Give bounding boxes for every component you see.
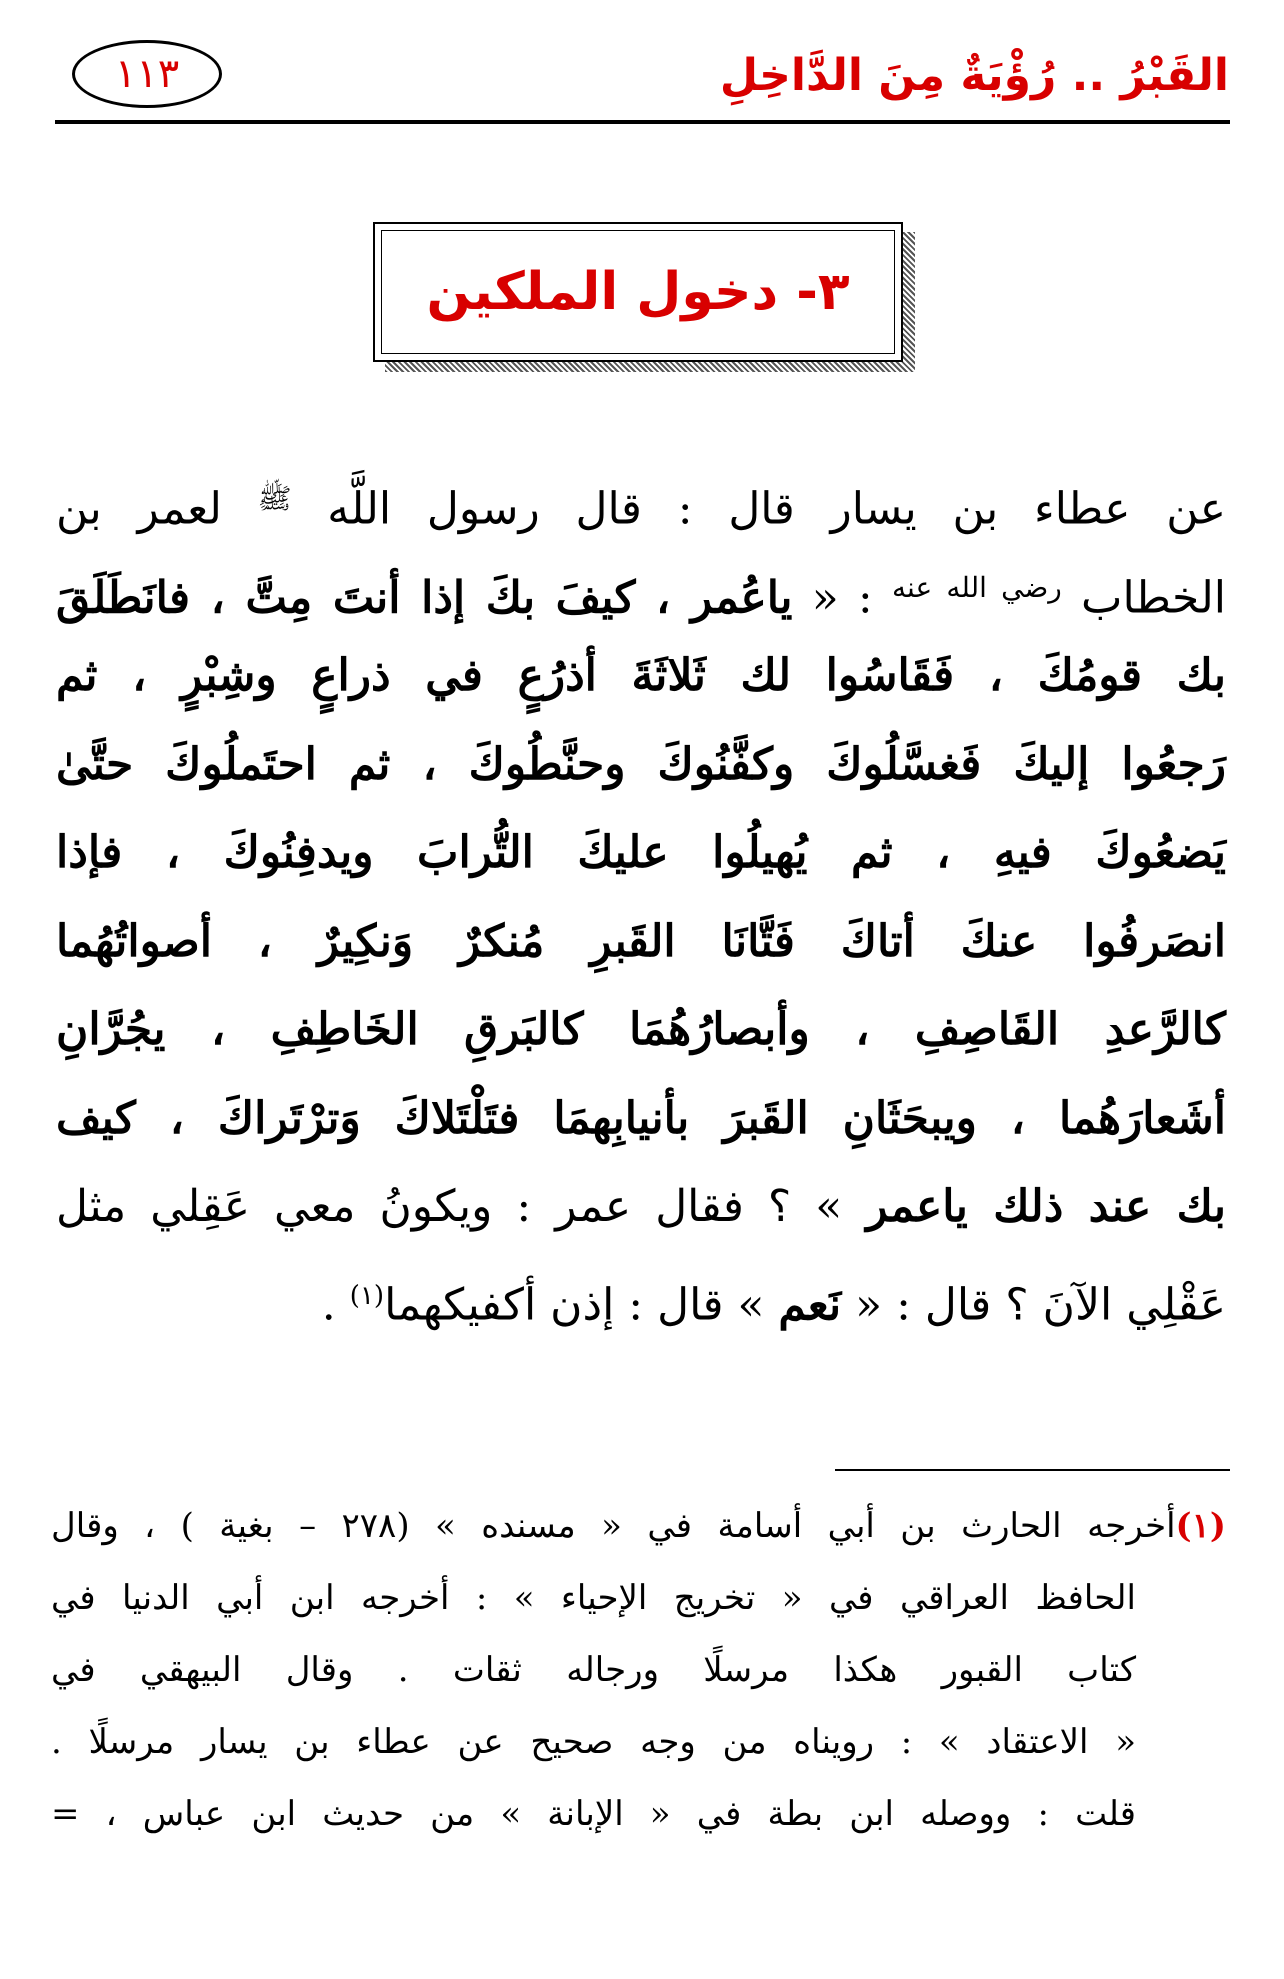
- body-line-6: انصَرفُوا عنكَ أتاكَ فَتَّانَا القَبرِ مُنكرٌ وَنكِيرٌ ، أصواتُهُما: [56, 915, 1226, 967]
- hadith-text: ياعُمر ، كيفَ بكَ إذا أنتَ مِتَّ ، فانَطَلَقَ: [56, 572, 793, 624]
- body-line-9: [56, 1163, 1226, 1252]
- body-line-7: كالرَّعدِ القَاصِفِ ، وأبصارُهُمَا كالبَرقِ الخَاطِفِ ، يجُرَّانِ: [56, 1004, 1226, 1055]
- hadith-text: نَعم: [778, 1279, 842, 1331]
- footnote-number: (١): [1175, 1506, 1226, 1546]
- narration-text: عن عطاء بن يسار قال : قال رسول اللَّه: [291, 483, 1227, 535]
- narration-text: عَقْلِي الآنَ ؟ قال : «: [841, 1279, 1226, 1331]
- footnote-rule: [835, 1469, 1230, 1471]
- narration-text: » ؟ فقال عمر : ويكونُ معي عَقِلي مثل: [56, 1181, 867, 1232]
- body-line-2: [56, 544, 1226, 633]
- body-line-8: أشَعارَهُما ، ويبحَثَانِ القَبرَ بأنيابِهمَا فتَلْتَلاكَ وَترْتَراكَ ، كيف: [56, 1092, 1226, 1144]
- header-rule: [55, 120, 1230, 124]
- body-line-1: [56, 455, 1226, 544]
- honorific-glyph: رضي الله عنه: [892, 570, 1062, 604]
- chapter-title: ٣- دخول الملكين: [426, 262, 850, 322]
- narration-text: » قال : إذن أكفيكهما: [384, 1279, 779, 1331]
- body-line-3: بك قومُكَ ، فَقَاسُوا لك ثَلاثَةَ أذرُعٍ في ذراعٍ وشِبْرٍ ، ثم: [56, 650, 1226, 701]
- honorific-glyph: ﷺ: [257, 482, 292, 515]
- body-line-10: [56, 1252, 1226, 1341]
- narration-text: .: [321, 1279, 350, 1331]
- narration-text: : «: [792, 572, 892, 624]
- footnote-text: أخرجه الحارث بن أبي أسامة في « مسنده » (٢٧٨ – بغية ) ، وقال: [51, 1506, 1176, 1546]
- page-number: [72, 40, 222, 108]
- page-number-text: ١١٣: [114, 51, 180, 97]
- hadith-text: بك عند ذلك ياعمر: [866, 1181, 1226, 1232]
- chapter-title-frame: [381, 230, 895, 354]
- narration-text: الخطاب: [1061, 572, 1226, 624]
- footnote-line-5: قلت : ووصله ابن بطة في « الإبانة » من حديث ابن عباس ، =: [51, 1794, 1136, 1834]
- footnote-line-4: « الاعتقاد » : رويناه من وجه صحيح عن عطاء بن يسار مرسلًا .: [51, 1722, 1136, 1762]
- footnote-line-2: الحافظ العراقي في « تخريج الإحياء » : أخرجه ابن أبي الدنيا في: [51, 1578, 1136, 1618]
- body-line-4: رَجعُوا إليكَ فَغسَّلُوكَ وكفَّنُوكَ وحنَّطُوكَ ، ثم احتَملُوكَ حتَّىٰ: [56, 738, 1226, 790]
- chapter-title-box: [373, 222, 903, 362]
- footnote: [51, 1490, 1226, 1850]
- footnote-reference[interactable]: (١): [349, 1280, 385, 1311]
- footnote-line-1: [51, 1490, 1226, 1562]
- running-title: القَبْرُ .. رُؤْيَةٌ مِنَ الدَّاخِلِ: [719, 50, 1229, 101]
- body-text: [56, 455, 1226, 1340]
- narration-text: لعمر بن: [56, 483, 258, 535]
- body-line-5: يَضعُوكَ فيهِ ، ثم يُهيلُوا عليكَ التُّرابَ ويدفِنُوكَ ، فإذا: [56, 827, 1226, 878]
- footnote-line-3: كتاب القبور هكذا مرسلًا ورجاله ثقات . وقال البيهقي في: [51, 1650, 1136, 1690]
